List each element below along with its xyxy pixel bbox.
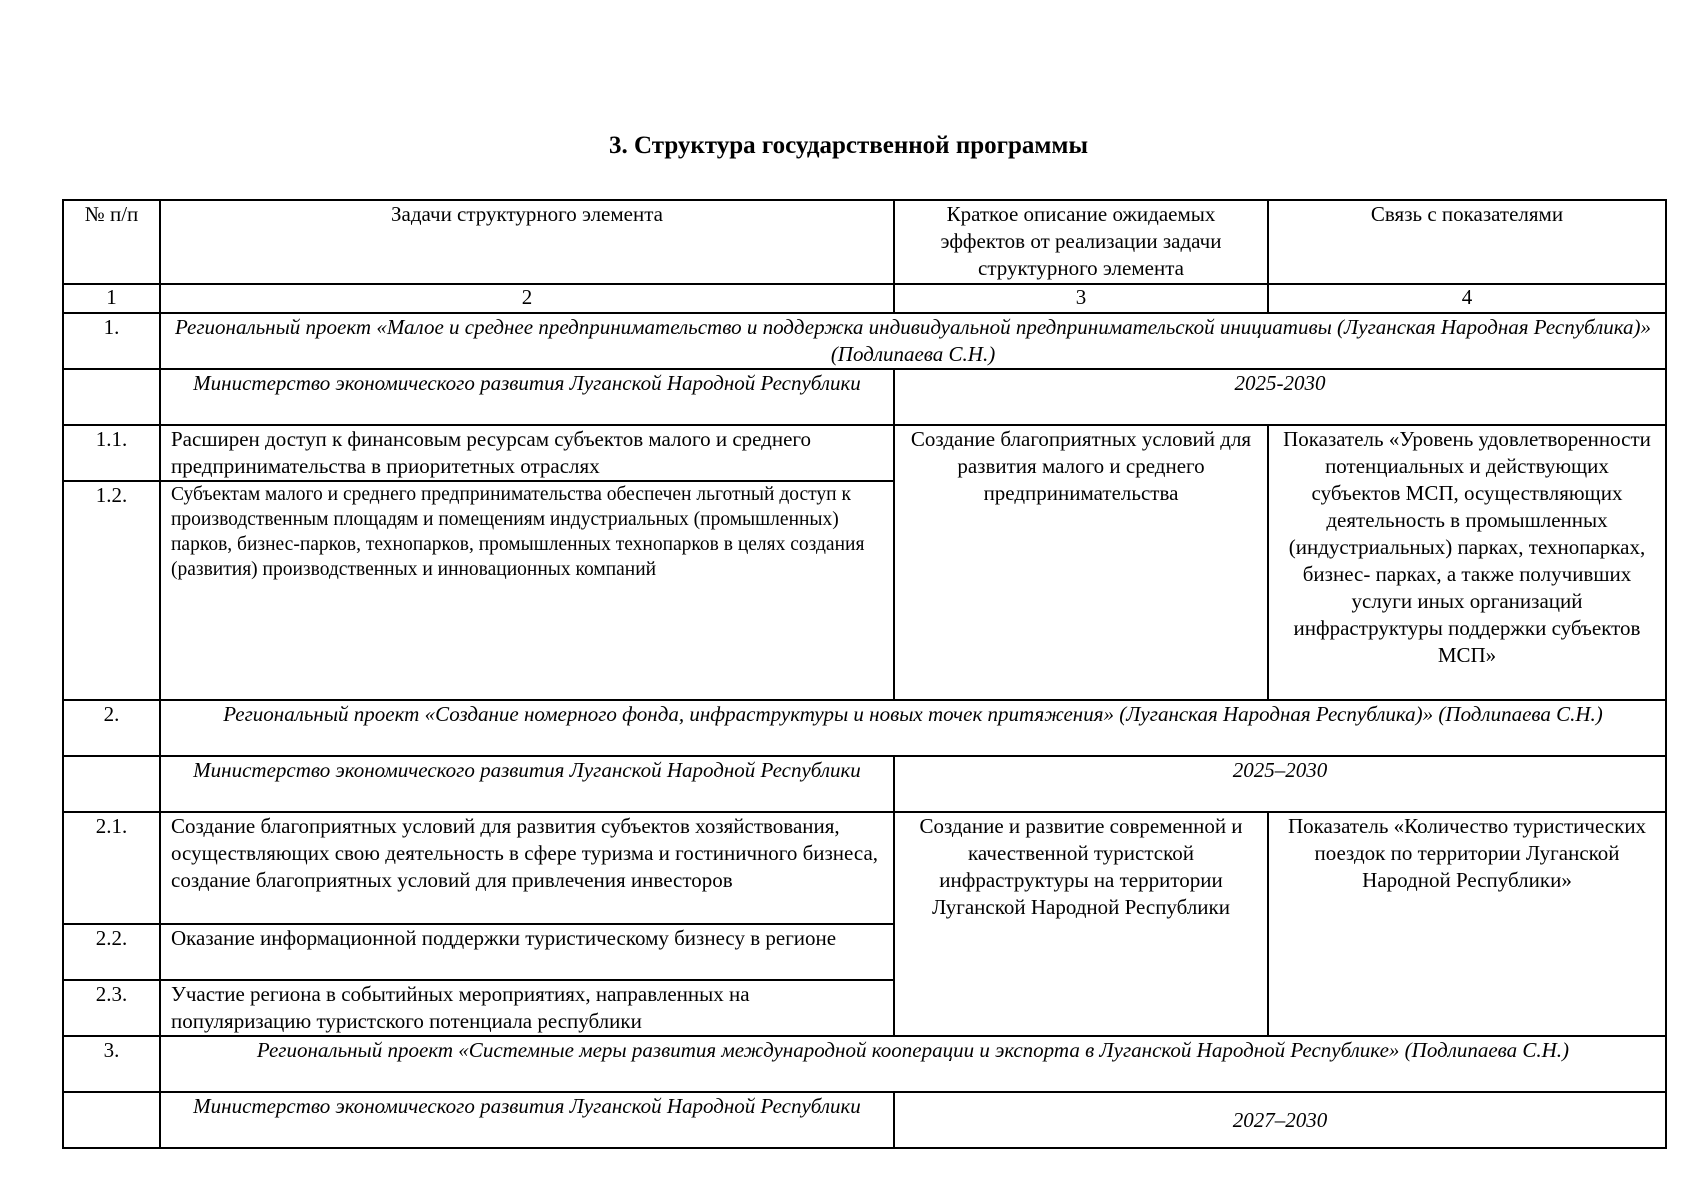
task-text: Расширен доступ к финансовым ресурсам субъектов малого и среднего предпринимательства в приоритетных отраслях: [160, 425, 894, 481]
section-2-ministry-row: [63, 756, 1666, 812]
task-row: [63, 812, 1666, 924]
task-text: Субъектам малого и среднего предпринимательства обеспечен льготный доступ к производственным площадям и помещениям индустриальных (промышленных) парков, бизнес-парков, технопарков, промышленных технопарков в целях создания (развития) производственных и инновационных компаний: [160, 481, 894, 700]
section-2-project-row: [63, 700, 1666, 756]
task-row: [63, 425, 1666, 481]
section-num: 1.: [63, 313, 160, 369]
page-title: 3. Структура государственной программы: [609, 132, 1088, 159]
task-text: Участие региона в событийных мероприятиях, направленных на популяризацию туристского потенциала республики: [160, 980, 894, 1036]
task-num: 2.2.: [63, 924, 160, 980]
responsible-ministry: Министерство экономического развития Луганской Народной Республики: [160, 756, 894, 812]
task-num: 2.3.: [63, 980, 160, 1036]
implementation-period: 2027–2030: [894, 1092, 1666, 1148]
header-tasks: Задачи структурного элемента: [160, 200, 894, 284]
section-1-ministry-row: [63, 369, 1666, 425]
task-num: 1.1.: [63, 425, 160, 481]
header-effects: Краткое описание ожидаемых эффектов от реализации задачи структурного элемента: [894, 200, 1268, 284]
section-3-project-row: [63, 1036, 1666, 1092]
project-title: Региональный проект «Системные меры развития международной кооперации и экспорта в Луганской Народной Республике» (Подлипаева С.Н.): [160, 1036, 1666, 1092]
indicator-link: Показатель «Уровень удовлетворенности потенциальных и действующих субъектов МСП, осуществляющих деятельность в промышленных (индустриальных) парках, технопарках, бизнес- парках, а также получивших услуги иных организаций инфраструктуры поддержки субъектов МСП»: [1268, 425, 1666, 700]
indicator-link: Показатель «Количество туристических поездок по территории Луганской Народной Республики»: [1268, 812, 1666, 1036]
implementation-period: 2025-2030: [894, 369, 1666, 425]
col-number-1: 1: [63, 284, 160, 313]
empty-cell: [63, 369, 160, 425]
project-title: Региональный проект «Создание номерного фонда, инфраструктуры и новых точек притяжения» (Луганская Народная Республика)» (Подлипаева С.Н.): [160, 700, 1666, 756]
section-3-ministry-row: [63, 1092, 1666, 1148]
header-row: [63, 200, 1666, 284]
column-number-row: [63, 284, 1666, 313]
header-num: № п/п: [63, 200, 160, 284]
section-num: 2.: [63, 700, 160, 756]
col-number-3: 3: [894, 284, 1268, 313]
implementation-period: 2025–2030: [894, 756, 1666, 812]
program-structure-table: [62, 199, 1667, 1149]
expected-effect: Создание благоприятных условий для развития малого и среднего предпринимательства: [894, 425, 1268, 700]
task-text: Оказание информационной поддержки туристическому бизнесу в регионе: [160, 924, 894, 980]
task-num: 2.1.: [63, 812, 160, 924]
task-num: 1.2.: [63, 481, 160, 700]
header-indicators: Связь с показателями: [1268, 200, 1666, 284]
empty-cell: [63, 756, 160, 812]
col-number-4: 4: [1268, 284, 1666, 313]
task-text: Создание благоприятных условий для развития субъектов хозяйствования, осуществляющих свою деятельность в сфере туризма и гостиничного бизнеса, создание благоприятных условий для привлечения инвесторов: [160, 812, 894, 924]
section-1-project-row: [63, 313, 1666, 369]
empty-cell: [63, 1092, 160, 1148]
responsible-ministry: Министерство экономического развития Луганской Народной Республики: [160, 369, 894, 425]
col-number-2: 2: [160, 284, 894, 313]
project-title: Региональный проект «Малое и среднее предпринимательство и поддержка индивидуальной предпринимательской инициативы (Луганская Народная Республика)» (Подлипаева С.Н.): [160, 313, 1666, 369]
expected-effect: Создание и развитие современной и качественной туристской инфраструктуры на территории Луганской Народной Республики: [894, 812, 1268, 1036]
section-num: 3.: [63, 1036, 160, 1092]
responsible-ministry: Министерство экономического развития Луганской Народной Республики: [160, 1092, 894, 1148]
